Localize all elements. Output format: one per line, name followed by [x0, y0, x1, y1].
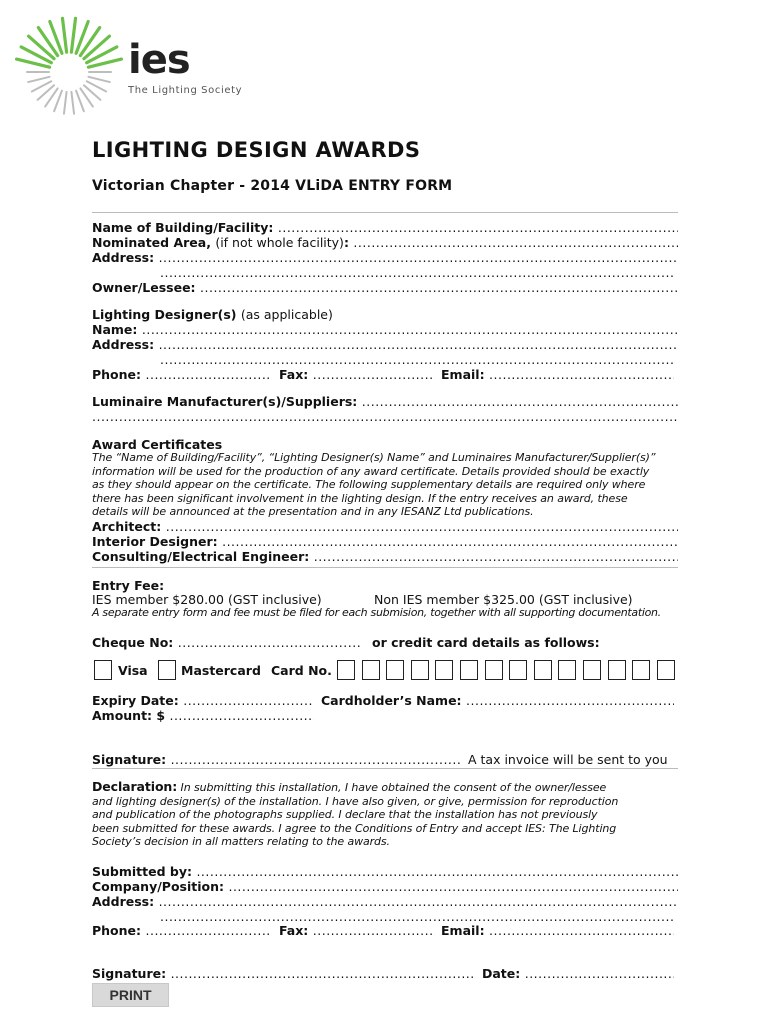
- certificates-line: details will be announced at the presentation and in any IESANZ Ltd publications.: [92, 505, 534, 518]
- submitted-by-field[interactable]: [92, 864, 678, 879]
- mastercard-checkbox[interactable]: [158, 660, 176, 680]
- designer-heading-note: (as applicable): [240, 307, 333, 322]
- card-number-box[interactable]: [509, 660, 527, 680]
- logo-wordmark: ies: [128, 37, 190, 83]
- card-number-box[interactable]: [558, 660, 576, 680]
- building-address-field[interactable]: [92, 250, 678, 265]
- submitter-email-field[interactable]: [441, 923, 674, 938]
- card-number-box[interactable]: [362, 660, 380, 680]
- sunburst-ray: [76, 91, 84, 112]
- final-signature-label: Signature:: [92, 966, 167, 981]
- submitter-email-label: Email:: [441, 923, 485, 938]
- submitter-phone-label: Phone:: [92, 923, 142, 938]
- card-number-box[interactable]: [657, 660, 675, 680]
- declaration-line: been submitted for these awards. I agree to the Conditions of Entry and accept IES: The Lighting: [92, 821, 617, 835]
- interior-designer-field[interactable]: [92, 534, 678, 549]
- certificates-line: information will be used for the production of any award certificate. Details provided should be exactly: [92, 464, 650, 478]
- cardholder-name-field[interactable]: [321, 693, 674, 708]
- date-label: Date:: [482, 966, 521, 981]
- submitter-fax-field[interactable]: [279, 923, 435, 938]
- entry-fee-note: [92, 606, 682, 620]
- building-name-field[interactable]: [92, 220, 678, 235]
- luminaire-line2[interactable]: [92, 409, 678, 424]
- nominated-area-colon: :: [343, 235, 349, 250]
- submitter-contact-row: [92, 923, 678, 938]
- designer-phone-field[interactable]: [92, 367, 270, 382]
- tax-invoice-note: A tax invoice will be sent to you: [468, 752, 668, 767]
- expiry-date-label: Expiry Date:: [92, 693, 179, 708]
- company-position-label: Company/Position:: [92, 879, 225, 894]
- entry-fee-heading: Entry Fee:: [92, 578, 165, 593]
- entry-fee-row: [92, 592, 678, 607]
- luminaire-field[interactable]: [92, 394, 678, 409]
- sunburst-ray: [71, 18, 75, 52]
- submitter-address-label: Address:: [92, 894, 155, 909]
- declaration-label: Declaration:: [92, 779, 178, 794]
- declaration-line: Society’s decision in all matters relating to the awards.: [92, 835, 390, 848]
- interior-designer-label: Interior Designer:: [92, 534, 218, 549]
- designer-fax-label: Fax:: [279, 367, 309, 382]
- signature-field[interactable]: [92, 752, 460, 767]
- card-number-box[interactable]: [435, 660, 453, 680]
- card-number-box[interactable]: [583, 660, 601, 680]
- cheque-no-label: Cheque No:: [92, 635, 174, 650]
- card-number-box[interactable]: [411, 660, 429, 680]
- logo-tagline: The Lighting Society: [128, 85, 243, 96]
- member-fee: IES member $280.00 (GST inclusive): [92, 592, 322, 607]
- designer-heading-text: Lighting Designer(s): [92, 307, 237, 322]
- form-subtitle: Victorian Chapter - 2014 VLiDA ENTRY FORM: [92, 178, 453, 194]
- card-no-label: Card No.: [271, 663, 332, 678]
- certificates-text: [92, 451, 682, 519]
- payment-row: [92, 635, 678, 650]
- signature-row: [92, 752, 678, 767]
- signature-label: Signature:: [92, 752, 167, 767]
- sunburst-ray: [88, 77, 109, 82]
- expiry-date-field[interactable]: [92, 693, 312, 708]
- designer-contact-row: [92, 367, 678, 382]
- declaration-text: [92, 780, 682, 849]
- designer-phone-label: Phone:: [92, 367, 142, 382]
- final-signature-row: [92, 966, 678, 981]
- designer-name-label: Name:: [92, 322, 138, 337]
- credit-card-heading: or credit card details as follows:: [372, 635, 600, 650]
- designer-email-field[interactable]: [441, 367, 674, 382]
- nominated-area-note: (if not whole facility): [215, 235, 344, 250]
- architect-label: Architect:: [92, 519, 162, 534]
- owner-lessee-field[interactable]: [92, 280, 678, 295]
- architect-field[interactable]: [92, 519, 678, 534]
- designer-heading: [92, 307, 678, 322]
- consulting-engineer-label: Consulting/Electrical Engineer:: [92, 549, 310, 564]
- building-name-label: Name of Building/Facility:: [92, 220, 274, 235]
- cheque-no-field[interactable]: [92, 635, 360, 650]
- card-number-box[interactable]: [608, 660, 626, 680]
- expiry-cardholder-row: [92, 693, 678, 708]
- sunburst-ray: [28, 77, 49, 82]
- amount-label: Amount: $: [92, 708, 166, 723]
- visa-label: Visa: [118, 663, 148, 678]
- card-number-box[interactable]: [632, 660, 650, 680]
- date-field[interactable]: [482, 966, 674, 981]
- nominated-area-field[interactable]: [92, 235, 678, 250]
- company-position-field[interactable]: [92, 879, 678, 894]
- divider: [92, 567, 678, 568]
- nonmember-fee: Non IES member $325.00 (GST inclusive): [374, 592, 633, 607]
- amount-field[interactable]: [92, 708, 314, 723]
- sunburst-ray: [54, 91, 62, 112]
- sunburst-icon: [14, 14, 129, 129]
- page-title: LIGHTING DESIGN AWARDS: [92, 138, 421, 162]
- card-number-box[interactable]: [337, 660, 355, 680]
- nominated-area-label: Nominated Area,: [92, 235, 211, 250]
- card-number-box[interactable]: [460, 660, 478, 680]
- submitter-fax-label: Fax:: [279, 923, 309, 938]
- building-address-label: Address:: [92, 250, 155, 265]
- sunburst-ray: [64, 92, 67, 114]
- visa-checkbox[interactable]: [94, 660, 112, 680]
- building-address-line2[interactable]: [160, 265, 674, 280]
- designer-address-label: Address:: [92, 337, 155, 352]
- designer-address-line2[interactable]: [160, 352, 674, 367]
- submitted-by-label: Submitted by:: [92, 864, 192, 879]
- print-button[interactable]: PRINT: [92, 983, 169, 1007]
- sunburst-ray: [71, 92, 74, 114]
- consulting-engineer-field[interactable]: [92, 549, 678, 564]
- divider: [92, 768, 678, 769]
- submitter-address-field[interactable]: [92, 894, 678, 909]
- designer-name-field[interactable]: [92, 322, 678, 337]
- designer-address-field[interactable]: [92, 337, 678, 352]
- card-number-box[interactable]: [485, 660, 503, 680]
- certificates-line: The “Name of Building/Facility”, “Lighting Designer(s) Name” and Luminaires Manufacturer/Supplier(s)”: [92, 451, 656, 464]
- certificates-line: as they should appear on the certificate. The following supplementary details are required only where: [92, 478, 646, 491]
- submitter-address-line2[interactable]: [160, 909, 674, 924]
- declaration-line: and lighting designer(s) of the installation. I have also given, or give, permission for reproduction: [92, 794, 619, 808]
- designer-email-label: Email:: [441, 367, 485, 382]
- certificates-heading: Award Certificates: [92, 437, 223, 452]
- divider: [92, 212, 678, 213]
- luminaire-label: Luminaire Manufacturer(s)/Suppliers:: [92, 394, 358, 409]
- submitter-phone-field[interactable]: [92, 923, 270, 938]
- certificates-line: there has been significant involvement in the lighting design. If the entry receives an award, these: [92, 491, 628, 505]
- cardholder-name-label: Cardholder’s Name:: [321, 693, 462, 708]
- owner-lessee-label: Owner/Lessee:: [92, 280, 196, 295]
- card-number-box[interactable]: [386, 660, 404, 680]
- final-signature-field[interactable]: [92, 966, 474, 981]
- entry-fee-note-text: A separate entry form and fee must be filed for each submision, together with all supporting documentation.: [92, 606, 661, 619]
- declaration-line: In submitting this installation, I have obtained the consent of the owner/lessee: [180, 781, 607, 794]
- designer-fax-field[interactable]: [279, 367, 435, 382]
- mastercard-label: Mastercard: [181, 663, 261, 678]
- sunburst-ray: [62, 18, 66, 52]
- card-number-box[interactable]: [534, 660, 552, 680]
- declaration-line: and publication of the photographs supplied. I declare that the installation has not previously: [92, 808, 598, 821]
